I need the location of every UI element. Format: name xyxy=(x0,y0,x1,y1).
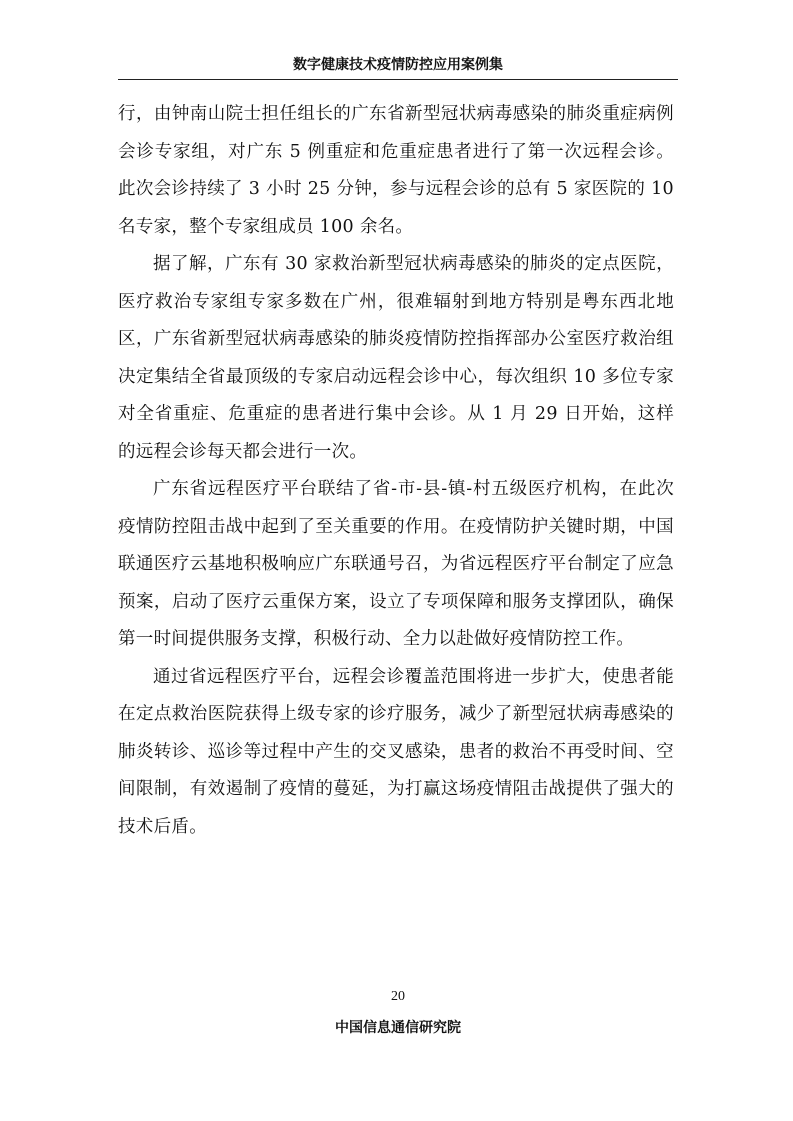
footer-organization: 中国信息通信研究院 xyxy=(335,1020,461,1036)
paragraph-platform-impact: 通过省远程医疗平台，远程会诊覆盖范围将进一步扩大，使患者能在定点救治医院获得上级专家的诊疗服务，减少了新型冠状病毒感染的肺炎转诊、巡诊等过程中产生的交叉感染，患者的救治不再受时间、空间限制，有效遏制了疫情的蔓延，为打赢这场疫情阻击战提供了强大的技术后盾。 xyxy=(118,666,674,837)
paragraph-telemedicine-platform: 广东省远程医疗平台联结了省-市-县-镇-村五级医疗机构，在此次疫情防控阻击战中起到了至关重要的作用。在疫情防护关键时期，中国联通医疗云基地积极响应广东联通号召，为省远程医疗平台制定了应急预案，启动了医疗云重保方案，设立了专项保障和服务支撑团队，确保第一时间提供服务支撑，积极行动、全力以赴做好疫情防控工作。 xyxy=(118,479,674,649)
page-number: 20 xyxy=(391,989,405,1004)
body-text xyxy=(118,96,674,846)
paragraph-remote-consultation-center: 据了解，广东有 30 家救治新型冠状病毒感染的肺炎的定点医院，医疗救治专家组专家多数在广州，很难辐射到地方特别是粤东西北地区，广东省新型冠状病毒感染的肺炎疫情防控指挥部办公室医疗救治组决定集结全省最顶级的专家启动远程会诊中心，每次组织 10 多位专家对全省重症、危重症的患者进行集中会诊。从 1 月 29 日开始，这样的远程会诊每天都会进行一次。 xyxy=(118,254,674,462)
header-divider xyxy=(118,79,678,80)
paragraph-continued: 行，由钟南山院士担任组长的广东省新型冠状病毒感染的肺炎重症病例会诊专家组，对广东 5 例重症和危重症患者进行了第一次远程会诊。此次会诊持续了 3 小时 25 分钟，参与远程会诊的总有 5 家医院的 10 名专家，整个专家组成员 100 余名。 xyxy=(118,104,674,237)
running-header-title: 数字健康技术疫情防控应用案例集 xyxy=(293,57,503,73)
